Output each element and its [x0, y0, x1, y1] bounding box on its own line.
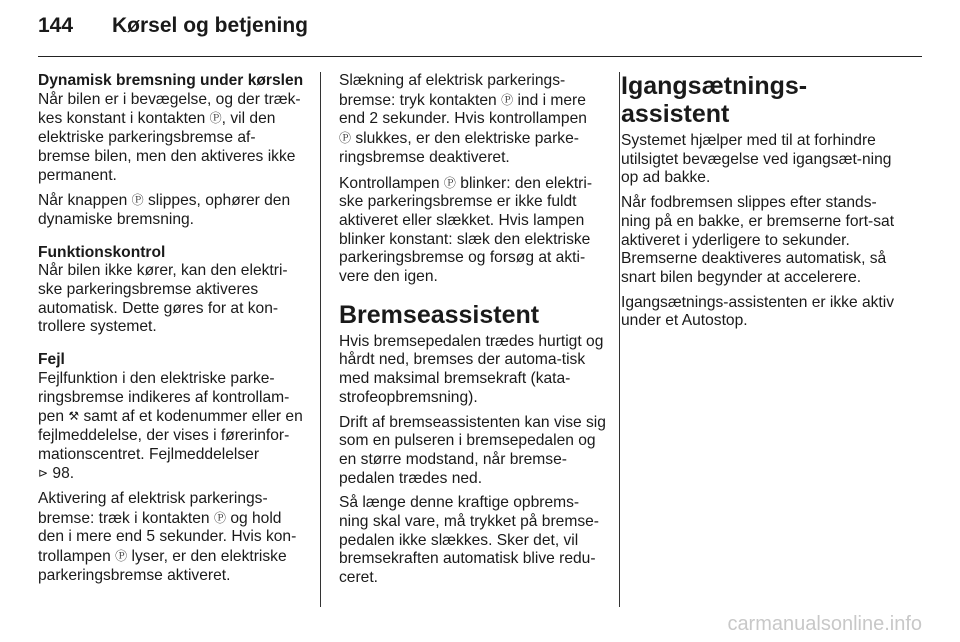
arrow-ref-icon: ⊳	[38, 466, 49, 481]
text: Slækning af elektrisk parkerings-bremse: tryk kontakten	[339, 72, 566, 109]
section-heading-brake-assist: Bremseassistent	[339, 300, 540, 329]
parking-brake-icon: Ⓟ	[209, 111, 222, 126]
paragraph: Når fodbremsen slippes efter stands-ning på en bakke, er bremserne fort-sat aktiveret i yderligere to sekunder. Bremserne deaktiveres automatisk, så snart bilen begynder at accelerere.	[621, 194, 895, 286]
section-heading-fault: Fejl	[38, 351, 65, 369]
paragraph: Systemet hjælper med til at forhindre utilsigtet bevægelse ved igangsæt-ning op ad bakke.	[621, 132, 892, 187]
text: Når knappen	[38, 192, 128, 210]
text: ind i mere end 2 sekunder. Hvis kontrollampen	[339, 91, 587, 128]
column-divider	[619, 72, 620, 607]
paragraph: Når bilen ikke kører, kan den elektri-ske parkeringsbremse aktiveres automatisk. Dette gøres for at kon-trollere systemet.	[38, 262, 288, 336]
column-right	[621, 72, 905, 337]
paragraph	[38, 370, 306, 484]
text: samt af et kodenummer eller en fejlmeddelelse, der vises i førerinfor-mationscentret. Fejlmeddelelser	[38, 408, 303, 463]
watermark: carmanualsonline.info	[727, 613, 922, 635]
column-middle	[339, 72, 607, 594]
text: slukkes, er den elektriske parke-ringsbremse deaktiveret.	[339, 130, 579, 166]
paragraph	[38, 490, 306, 586]
paragraph	[339, 72, 607, 168]
parking-brake-icon: Ⓟ	[443, 175, 456, 190]
section-heading-dynamic-braking: Dynamisk bremsning under kørslen	[38, 72, 304, 89]
text: og hold den i mere end 5 sekunder. Hvis kon-trollampen	[38, 509, 297, 566]
parking-brake-icon: Ⓟ	[339, 131, 352, 146]
text: Fejlfunktion i den elektriske parke-ringsbremse indikeres af kontrollam-pen	[38, 369, 290, 426]
page-number: 144	[38, 14, 74, 37]
header-rule	[38, 56, 922, 57]
paragraph: Igangsætnings-assistenten er ikke aktiv under et Autostop.	[621, 293, 895, 330]
wrench-icon: ⚒	[68, 409, 80, 424]
paragraph	[38, 91, 306, 186]
page-header	[38, 14, 308, 38]
paragraph: Hvis bremsepedalen trædes hurtigt og hårdt ned, bremses der automa-tisk med maksimal bremsekraft (kata-strofeopbremsning).	[339, 332, 604, 406]
paragraph	[38, 191, 306, 229]
parking-brake-icon: Ⓟ	[115, 549, 128, 564]
paragraph: Så længe denne kraftige opbrems-ning skal vare, må trykket på bremse-pedalen ikke slækkes. Sker det, vil bremsekraften automatisk blive redu-ceret.	[339, 494, 599, 587]
text: slippes, ophører den dynamiske bremsning.	[38, 192, 291, 228]
text: blinker: den elektri-ske parkeringsbremse er ikke fuldt aktiveret eller slækket. Hvis lampen blinker konstant: slæk den elektriske parkeringsbremse og forsøg at akti-vere den igen.	[339, 174, 593, 286]
text: Aktivering af elektrisk parkerings-bremse: træk i kontakten	[38, 490, 268, 527]
column-left	[38, 72, 306, 592]
parking-brake-icon: Ⓟ	[131, 193, 144, 208]
column-divider	[320, 72, 321, 607]
text: lyser, er den elektriske parkeringsbremse aktiveret.	[38, 548, 287, 584]
parking-brake-icon: Ⓟ	[501, 92, 514, 107]
text: , vil den elektriske parkeringsbremse af-bremse bilen, men den aktiveres ikke permanent.	[38, 110, 296, 184]
text: Kontrollampen	[339, 174, 440, 192]
paragraph: Drift af bremseassistenten kan vise sig som en pulseren i bremsepedalen og en større modstand, når bremse-pedalen trædes ned.	[339, 413, 606, 487]
section-heading-function-check: Funktionskontrol	[38, 243, 166, 261]
section-heading-hill-start-assist: Igangsætnings-assistent	[621, 72, 808, 128]
page-title: Kørsel og betjening	[112, 14, 309, 37]
page-reference[interactable]: 98.	[52, 465, 75, 483]
paragraph	[339, 174, 607, 287]
parking-brake-icon: Ⓟ	[213, 510, 226, 525]
text: Når bilen er i bevægelse, og der træk-kes konstant i kontakten	[38, 90, 301, 128]
